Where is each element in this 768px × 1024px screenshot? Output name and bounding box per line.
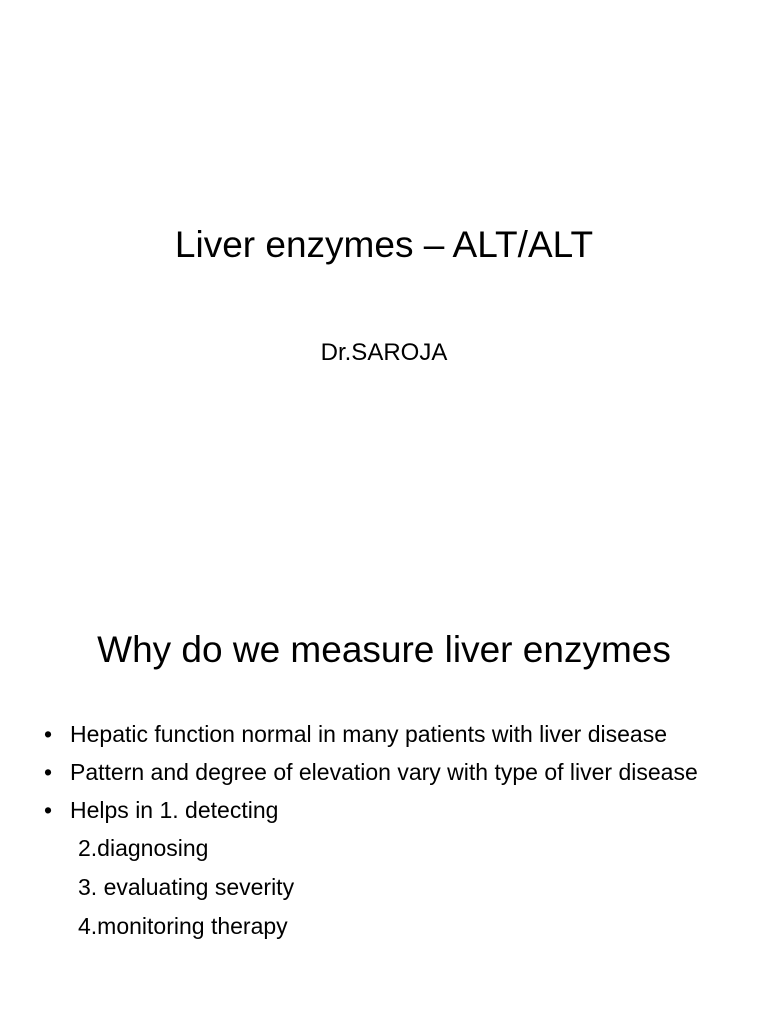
- bullet-icon: •: [44, 759, 53, 785]
- bullet-text: Helps in 1. detecting: [70, 797, 279, 823]
- bullet-text: Pattern and degree of elevation vary with type of liver disease: [70, 759, 698, 785]
- bullet-icon: •: [44, 721, 53, 747]
- sub-item: 4.monitoring therapy: [78, 913, 288, 939]
- sub-item: 2.diagnosing: [78, 835, 209, 861]
- sub-item: 3. evaluating severity: [78, 874, 295, 900]
- content-slide: [0, 576, 768, 1024]
- bullet-text: Hepatic function normal in many patients with liver disease: [70, 721, 668, 747]
- bullet-icon: •: [44, 797, 53, 823]
- slide-heading: Why do we measure liver enzymes: [97, 629, 671, 670]
- slide-title: Liver enzymes – ALT/ALT: [174, 224, 594, 265]
- list-item: [44, 756, 744, 789]
- author-subtitle: Dr.SAROJA: [320, 339, 448, 366]
- list-item: [44, 718, 744, 751]
- bullet-list: [44, 718, 744, 949]
- list-item: [44, 794, 744, 827]
